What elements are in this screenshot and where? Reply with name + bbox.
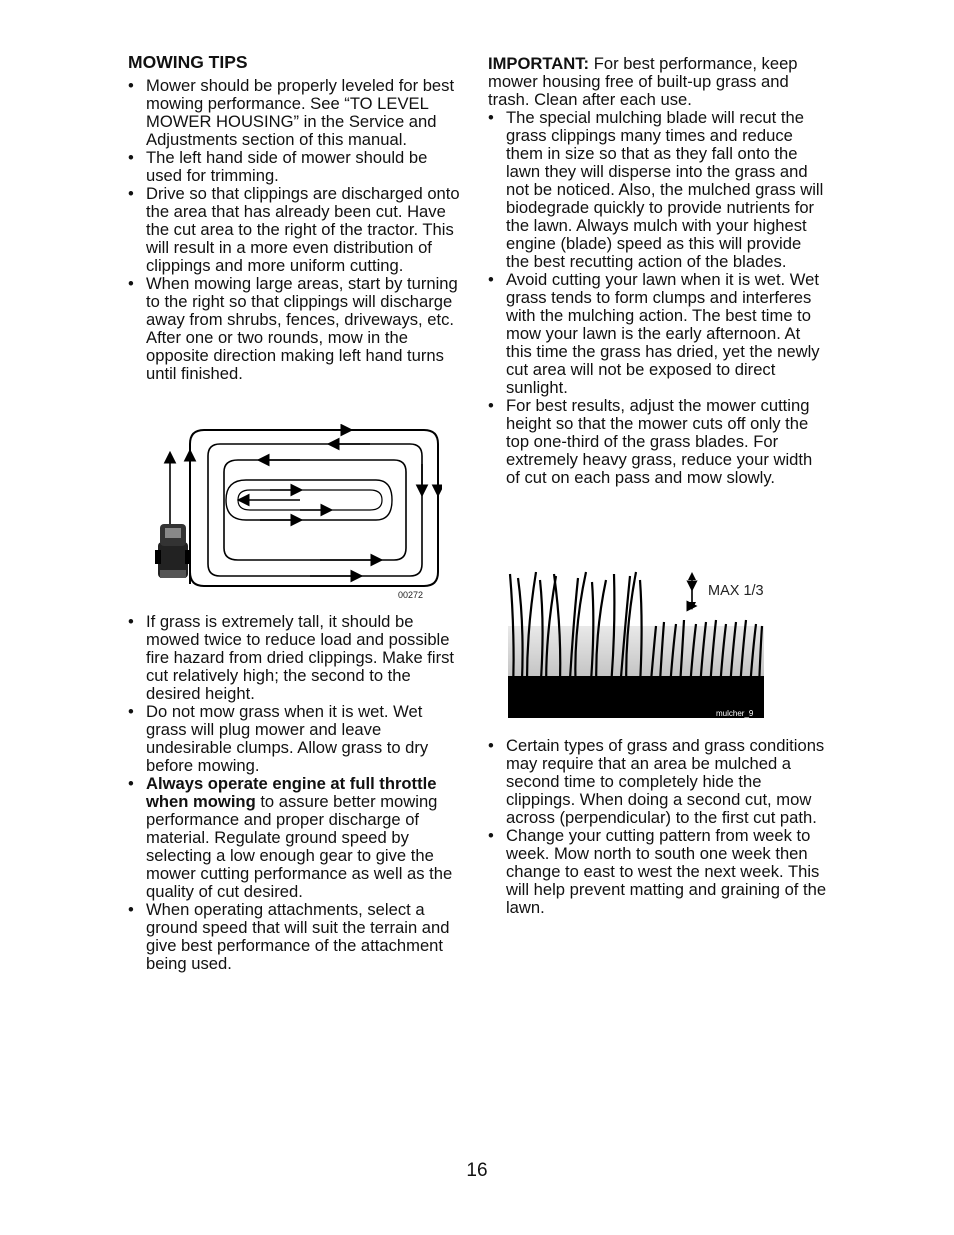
left-column xyxy=(128,52,464,383)
left-column-lower xyxy=(128,613,464,973)
list-item: • For best results, adjust the mower cutting height so that the mower cuts off only the top one-third of the grass blades. For extremely heavy grass, reduce your width of cut on each pass and mow slowly. xyxy=(488,397,828,487)
page-number: 16 xyxy=(466,1160,488,1181)
important-label: IMPORTANT: xyxy=(488,54,590,73)
mulching-tips-list-top xyxy=(488,109,828,487)
list-item: • Mower should be properly leveled for best mowing performance. See “TO LEVEL MOWER HOUSING” in the Service and Adjustments section of this manual. xyxy=(128,77,464,149)
section-title: MOWING TIPS xyxy=(128,52,248,72)
list-item: • When operating attachments, select a ground speed that will suit the terrain and give best performance of the attachment being used. xyxy=(128,901,464,973)
mulching-tips-list-bottom xyxy=(488,737,828,917)
list-item: • The special mulching blade will recut the grass clippings many times and reduce them in size so that as they fall onto the lawn they will disperse into the grass and not be noticed. Also, the mulched grass will biodegrade quickly to provide nutrients for the lawn. Always mulch with your highest engine (blade) speed as this will provide the best recutting action of the blades. xyxy=(488,109,828,271)
list-item: • The left hand side of mower should be used for trimming. xyxy=(128,149,464,185)
mowing-pattern-figure xyxy=(150,424,442,604)
right-column xyxy=(488,55,828,487)
important-note xyxy=(488,55,828,109)
list-item: • When mowing large areas, start by turning to the right so that clippings will discharge away from shrubs, fences, driveways, etc. After one or two rounds, mow in the opposite direction making left hand turns until finished. xyxy=(128,275,464,383)
figure-code: mulcher_9 xyxy=(716,709,754,718)
list-item: • Avoid cutting your lawn when it is wet. Wet grass tends to form clumps and interferes with the mulching action. The best time to mow your lawn is the early afternoon. At this time the grass has dried, yet the newly cut area will not be exposed to direct sunlight. xyxy=(488,271,828,397)
list-item: • If grass is extremely tall, it should be mowed twice to reduce load and possible fire hazard from dried clippings. Make first cut relatively high; the second to the desired height. xyxy=(128,613,464,703)
mowing-tips-list-top xyxy=(128,77,464,383)
list-item: • Do not mow grass when it is wet. Wet grass will plug mower and leave undesirable clumps. Allow grass to dry before mowing. xyxy=(128,703,464,775)
list-item: • Drive so that clippings are discharged onto the area that has already been cut. Have the cut area to the right of the tractor. This will result in a more even distribution of clippings and more uniform cutting. xyxy=(128,185,464,275)
list-item: • Change your cutting pattern from week to week. Mow north to south one week then change to east to west the next week. This will help prevent matting and graining of the lawn. xyxy=(488,827,828,917)
mowing-tips-list-bottom xyxy=(128,613,464,973)
important-text: For best performance, keep mower housing free of built-up grass and trash. Clean after each use. xyxy=(488,54,798,109)
right-column-lower xyxy=(488,737,828,917)
throttle-warning-text: to assure better mowing performance and proper discharge of material. Regulate ground speed by selecting a low enough gear to give the mower cutting performance as well as the quality of cut desired. xyxy=(146,792,453,901)
mowing-pattern-diagram xyxy=(150,424,442,604)
throttle-warning-bold: Always operate engine at full throttle when mowing xyxy=(146,774,437,811)
max-cut-label: MAX 1/3 xyxy=(708,583,764,599)
grass-height-figure xyxy=(506,566,796,724)
list-item xyxy=(128,775,464,901)
list-item: • Certain types of grass and grass conditions may require that an area be mulched a second time to completely hide the clippings. When doing a second cut, mow across (perpendicular) to the first cut path. xyxy=(488,737,828,827)
tractor-icon xyxy=(155,524,191,578)
figure-code: 00272 xyxy=(398,590,424,600)
